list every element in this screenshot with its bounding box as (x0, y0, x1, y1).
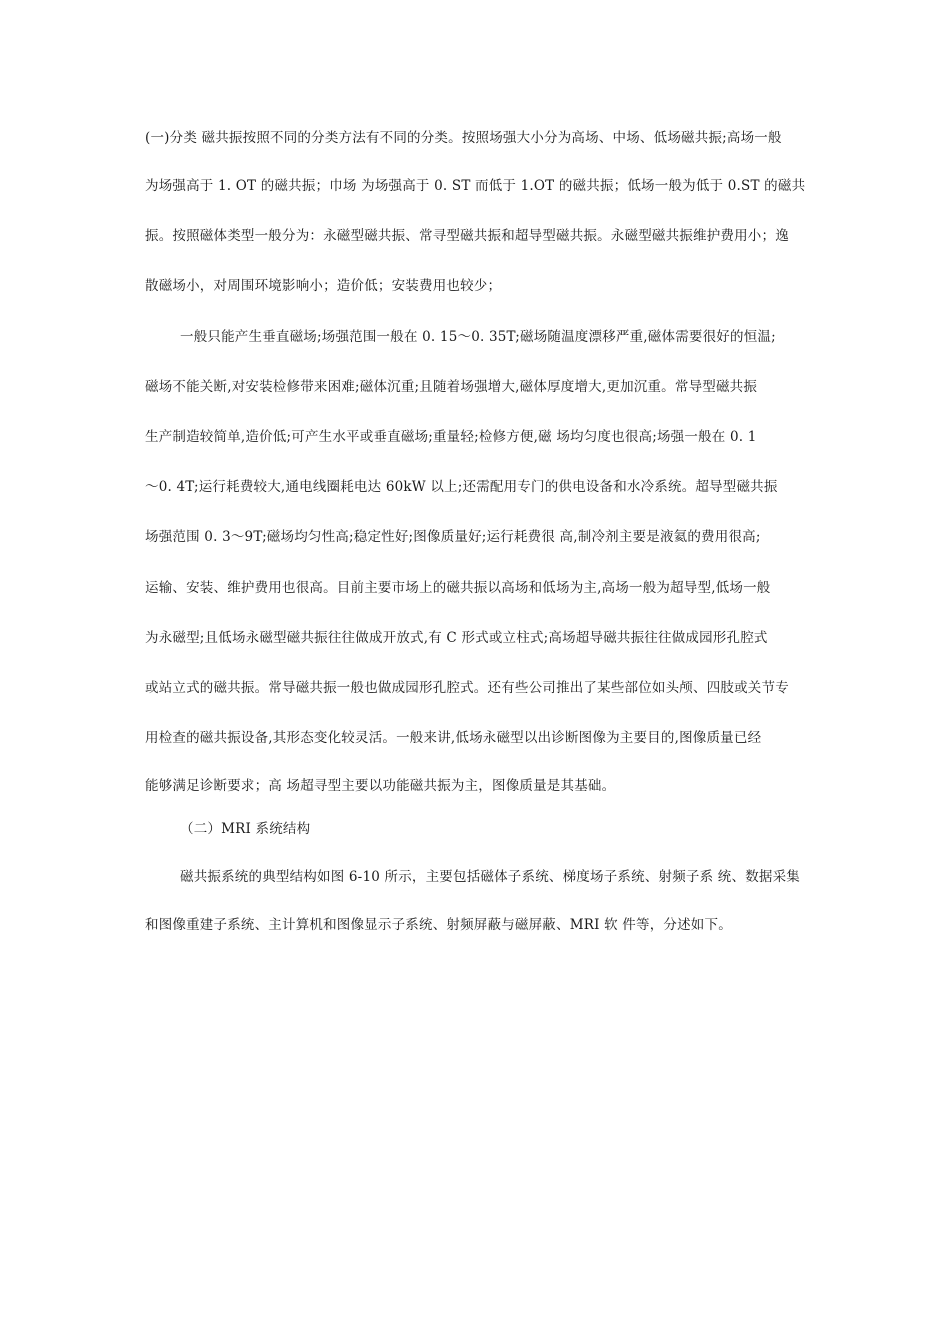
text-line: 一般只能产生垂直磁场;场强范围一般在 0. 15～0. 35T;磁场随温度漂移严重,磁体需要很好的恒温; (180, 329, 776, 345)
text-line: 为场强高于 1. OT 的磁共振；巾场 为场强高于 0. ST 而低于 1.OT 的磁共振；低场一般为低于 0.ST 的磁共 (145, 178, 806, 194)
text-line: 磁共振系统的典型结构如图 6-10 所示，主要包括磁体子系统、梯度场子系统、射频子系 统、数据采集 (180, 869, 801, 885)
text-line: 能够满足诊断要求；高 场超寻型主要以功能磁共振为主，图像质量是其基础。 (145, 778, 616, 794)
section-heading: （二）MRI 系统结构 (180, 821, 311, 837)
text-line: 磁场不能关断,对安装检修带来困难;磁体沉重;且随着场强增大,磁体厚度增大,更加沉重。常导型磁共振 (145, 379, 758, 395)
text-line: 和图像重建子系统、主计算机和图像显示子系统、射频屏蔽与磁屏蔽、MRI 软 件等，分述如下。 (145, 917, 732, 933)
text-line: 用检查的磁共振设备,其形态变化较灵活。一般来讲,低场永磁型以出诊断图像为主要目的,图像质量已经 (145, 730, 762, 746)
text-line: 生产制造较简单,造价低;可产生水平或垂直磁场;重量轻;检修方便,磁 场均匀度也很高;场强一般在 0. 1 (145, 429, 757, 445)
text-line: (一)分类 磁共振按照不同的分类方法有不同的分类。按照场强大小分为高场、中场、低场磁共振;高场一般 (145, 130, 782, 146)
text-line: 场强范围 0. 3～9T;磁场均匀性高;稳定性好;图像质量好;运行耗费很 高,制冷剂主要是液氦的费用很高; (145, 529, 761, 545)
text-line: 振。按照磁体类型一般分为：永磁型磁共振、常寻型磁共振和超导型磁共振。永磁型磁共振维护费用小；逸 (145, 228, 789, 244)
text-line: 运输、安装、维护费用也很高。目前主要市场上的磁共振以高场和低场为主,高场一般为超导型,低场一般 (145, 580, 771, 596)
text-line: 散磁场小，对周围环境影响小；造价低；安装费用也较少； (145, 278, 502, 294)
text-line: 或站立式的磁共振。常导磁共振一般也做成园形孔腔式。还有些公司推出了某些部位如头颅、四肢或关节专 (145, 680, 789, 696)
text-line: 为永磁型;且低场永磁型磁共振往往做成开放式,有 C 形式或立柱式;高场超导磁共振往往做成园形孔腔式 (145, 630, 768, 646)
text-line: ～0. 4T;运行耗费较大,通电线圈耗电达 60kW 以上;还需配用专门的供电设备和水冷系统。超导型磁共振 (145, 479, 778, 495)
